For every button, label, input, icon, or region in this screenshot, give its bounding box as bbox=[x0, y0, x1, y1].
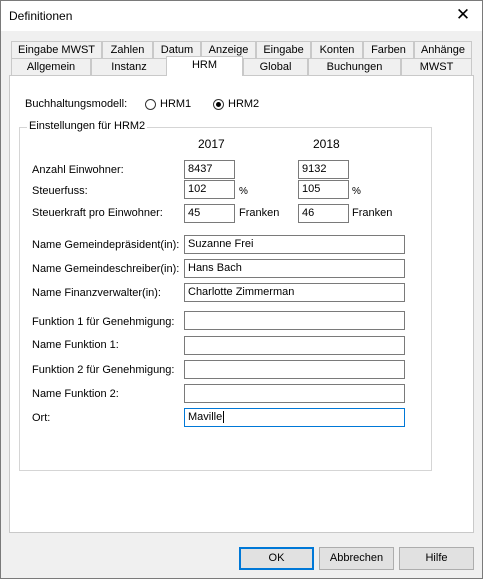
tab-eingabe-mwst[interactable]: Eingabe MWST bbox=[11, 41, 102, 58]
steuerfuss-2017-unit: % bbox=[239, 186, 248, 197]
radio-hrm2-label[interactable]: HRM2 bbox=[228, 98, 260, 110]
steuerkraft-2018-input[interactable]: 46 bbox=[298, 204, 349, 223]
row-label-steuerkraft: Steuerkraft pro Einwohner: bbox=[32, 207, 163, 219]
field-label-praesident: Name Gemeindepräsident(in): bbox=[32, 239, 180, 251]
tab-hrm[interactable]: HRM bbox=[166, 56, 243, 76]
title-bar bbox=[1, 1, 482, 31]
ort-value: Maville bbox=[188, 411, 223, 423]
field-label-name-funktion2: Name Funktion 2: bbox=[32, 388, 119, 400]
field-label-schreiber: Name Gemeindeschreiber(in): bbox=[32, 263, 180, 275]
name-funktion1-input[interactable] bbox=[184, 336, 405, 355]
steuerkraft-2018-unit: Franken bbox=[352, 207, 393, 219]
tab-konten[interactable]: Konten bbox=[311, 41, 363, 58]
tab-buchungen[interactable]: Buchungen bbox=[308, 58, 401, 75]
tab-farben[interactable]: Farben bbox=[363, 41, 414, 58]
year-2018-header: 2018 bbox=[313, 137, 340, 151]
steuerkraft-2017-unit: Franken bbox=[239, 207, 280, 219]
radio-hrm2[interactable] bbox=[213, 99, 224, 110]
steuerfuss-2018-input[interactable]: 105 bbox=[298, 180, 349, 199]
finanzverwalter-input[interactable]: Charlotte Zimmerman bbox=[184, 283, 405, 302]
tab-datum[interactable]: Datum bbox=[153, 41, 201, 58]
group-title: Einstellungen für HRM2 bbox=[29, 120, 146, 132]
funktion2-input[interactable] bbox=[184, 360, 405, 379]
cancel-button[interactable]: Abbrechen bbox=[319, 547, 394, 570]
tab-anhaenge[interactable]: Anhänge bbox=[414, 41, 472, 58]
field-label-ort: Ort: bbox=[32, 412, 51, 424]
einwohner-2017-input[interactable]: 8437 bbox=[184, 160, 235, 179]
radio-hrm1-label[interactable]: HRM1 bbox=[160, 98, 192, 110]
praesident-input[interactable]: Suzanne Frei bbox=[184, 235, 405, 254]
steuerfuss-2017-input[interactable]: 102 bbox=[184, 180, 235, 199]
year-2017-header: 2017 bbox=[198, 137, 225, 151]
tab-mwst[interactable]: MWST bbox=[401, 58, 472, 75]
steuerfuss-2018-unit: % bbox=[352, 186, 361, 197]
radio-hrm1[interactable] bbox=[145, 99, 156, 110]
tab-zahlen[interactable]: Zahlen bbox=[102, 41, 153, 58]
row-label-einwohner: Anzahl Einwohner: bbox=[32, 164, 124, 176]
field-label-name-funktion1: Name Funktion 1: bbox=[32, 339, 119, 351]
help-button[interactable]: Hilfe bbox=[399, 547, 474, 570]
tab-eingabe[interactable]: Eingabe bbox=[256, 41, 311, 58]
steuerkraft-2017-input[interactable]: 45 bbox=[184, 204, 235, 223]
funktion1-input[interactable] bbox=[184, 311, 405, 330]
ok-button[interactable]: OK bbox=[239, 547, 314, 570]
tab-instanz[interactable]: Instanz bbox=[91, 58, 167, 75]
close-icon[interactable]: ✕ bbox=[455, 5, 471, 24]
field-label-funktion2: Funktion 2 für Genehmigung: bbox=[32, 364, 175, 376]
tab-allgemein[interactable]: Allgemein bbox=[11, 58, 91, 75]
row-label-steuerfuss: Steuerfuss: bbox=[32, 185, 88, 197]
text-caret bbox=[223, 411, 224, 423]
einwohner-2018-input[interactable]: 9132 bbox=[298, 160, 349, 179]
schreiber-input[interactable]: Hans Bach bbox=[184, 259, 405, 278]
window-title: Definitionen bbox=[9, 9, 73, 23]
radio-selected-dot bbox=[216, 102, 221, 107]
field-label-funktion1: Funktion 1 für Genehmigung: bbox=[32, 316, 175, 328]
field-label-finanzverwalter: Name Finanzverwalter(in): bbox=[32, 287, 161, 299]
ort-input[interactable] bbox=[184, 408, 405, 427]
name-funktion2-input[interactable] bbox=[184, 384, 405, 403]
tab-anzeige[interactable]: Anzeige bbox=[201, 41, 256, 58]
tab-global[interactable]: Global bbox=[243, 58, 308, 75]
model-label: Buchhaltungsmodell: bbox=[25, 98, 128, 110]
